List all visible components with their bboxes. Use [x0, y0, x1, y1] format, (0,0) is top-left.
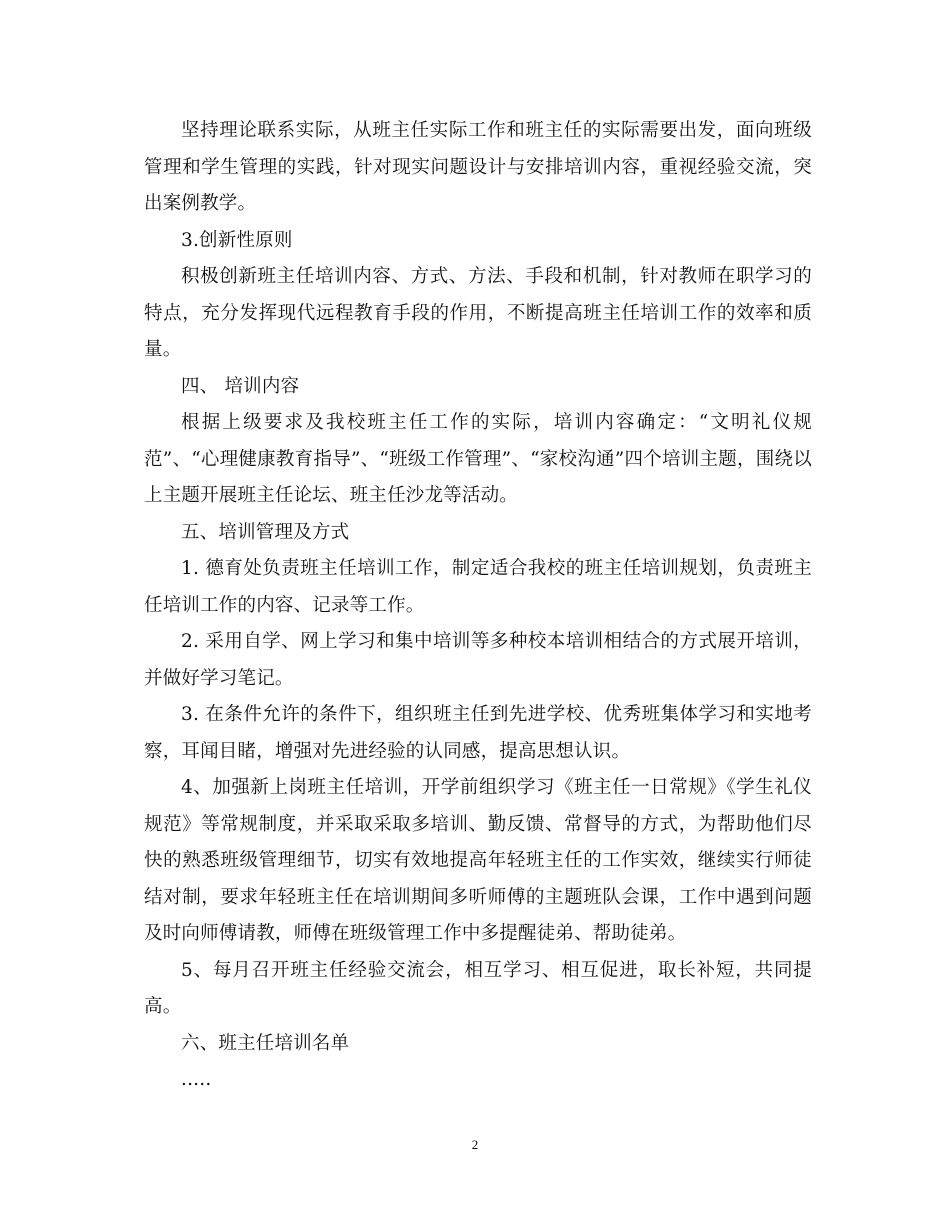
heading-training-list: 六、班主任培训名单 — [181, 1032, 350, 1054]
heading-innovation-principle: 3.创新性原则 — [181, 229, 293, 251]
paragraph-management-1: 1. 德育处负责班主任培训工作，制定适合我校的班主任培训规划，负责班主任培训工作的内容、记录等工作。 — [144, 558, 812, 616]
page-number: 2 — [471, 1137, 479, 1152]
paragraph-training-content: 根据上级要求及我校班主任工作的实际，培训内容确定：“文明礼仪规范”、“心理健康教育指导”、“班级工作管理”、“家校沟通”四个培训主题，围绕以上主题开展班主任论坛、班主任沙龙等活动。 — [144, 412, 812, 506]
heading-training-management: 五、培训管理及方式 — [181, 521, 350, 543]
paragraph-management-4: 4、加强新上岗班主任培训，开学前组织学习《班主任一日常规》《学生礼仪规范》等常规制度，并采取采取多培训、勤反馈、常督导的方式，为帮助他们尽快的熟悉班级管理细节，切实有效地提高年轻班主任的工作实效，继续实行师徒结对制，要求年轻班主任在培训期间多听师傅的主题班队会课，工作中遇到问题及时向师傅请教，师傅在班级管理工作中多提醒徒弟、帮助徒弟。 — [144, 777, 812, 944]
document-body — [144, 113, 812, 1099]
ellipsis-text: ..... — [181, 1069, 212, 1090]
paragraph-management-3: 3. 在条件允许的条件下，组织班主任到先进学校、优秀班集体学习和实地考察，耳闻目睹，增强对先进经验的认同感，提高思想认识。 — [144, 704, 812, 762]
heading-training-content: 四、 培训内容 — [181, 375, 300, 397]
paragraph-theory-practice: 坚持理论联系实际，从班主任实际工作和班主任的实际需要出发，面向班级管理和学生管理的实践，针对现实问题设计与安排培训内容，重视经验交流，突出案例教学。 — [144, 120, 812, 214]
paragraph-innovation: 积极创新班主任培训内容、方式、方法、手段和机制，针对教师在职学习的特点，充分发挥现代远程教育手段的作用，不断提高班主任培训工作的效率和质量。 — [144, 266, 812, 360]
paragraph-management-2: 2. 采用自学、网上学习和集中培训等多种校本培训相结合的方式展开培训，并做好学习笔记。 — [144, 631, 812, 689]
paragraph-management-5: 5、每月召开班主任经验交流会，相互学习、相互促进，取长补短，共同提高。 — [144, 959, 812, 1017]
